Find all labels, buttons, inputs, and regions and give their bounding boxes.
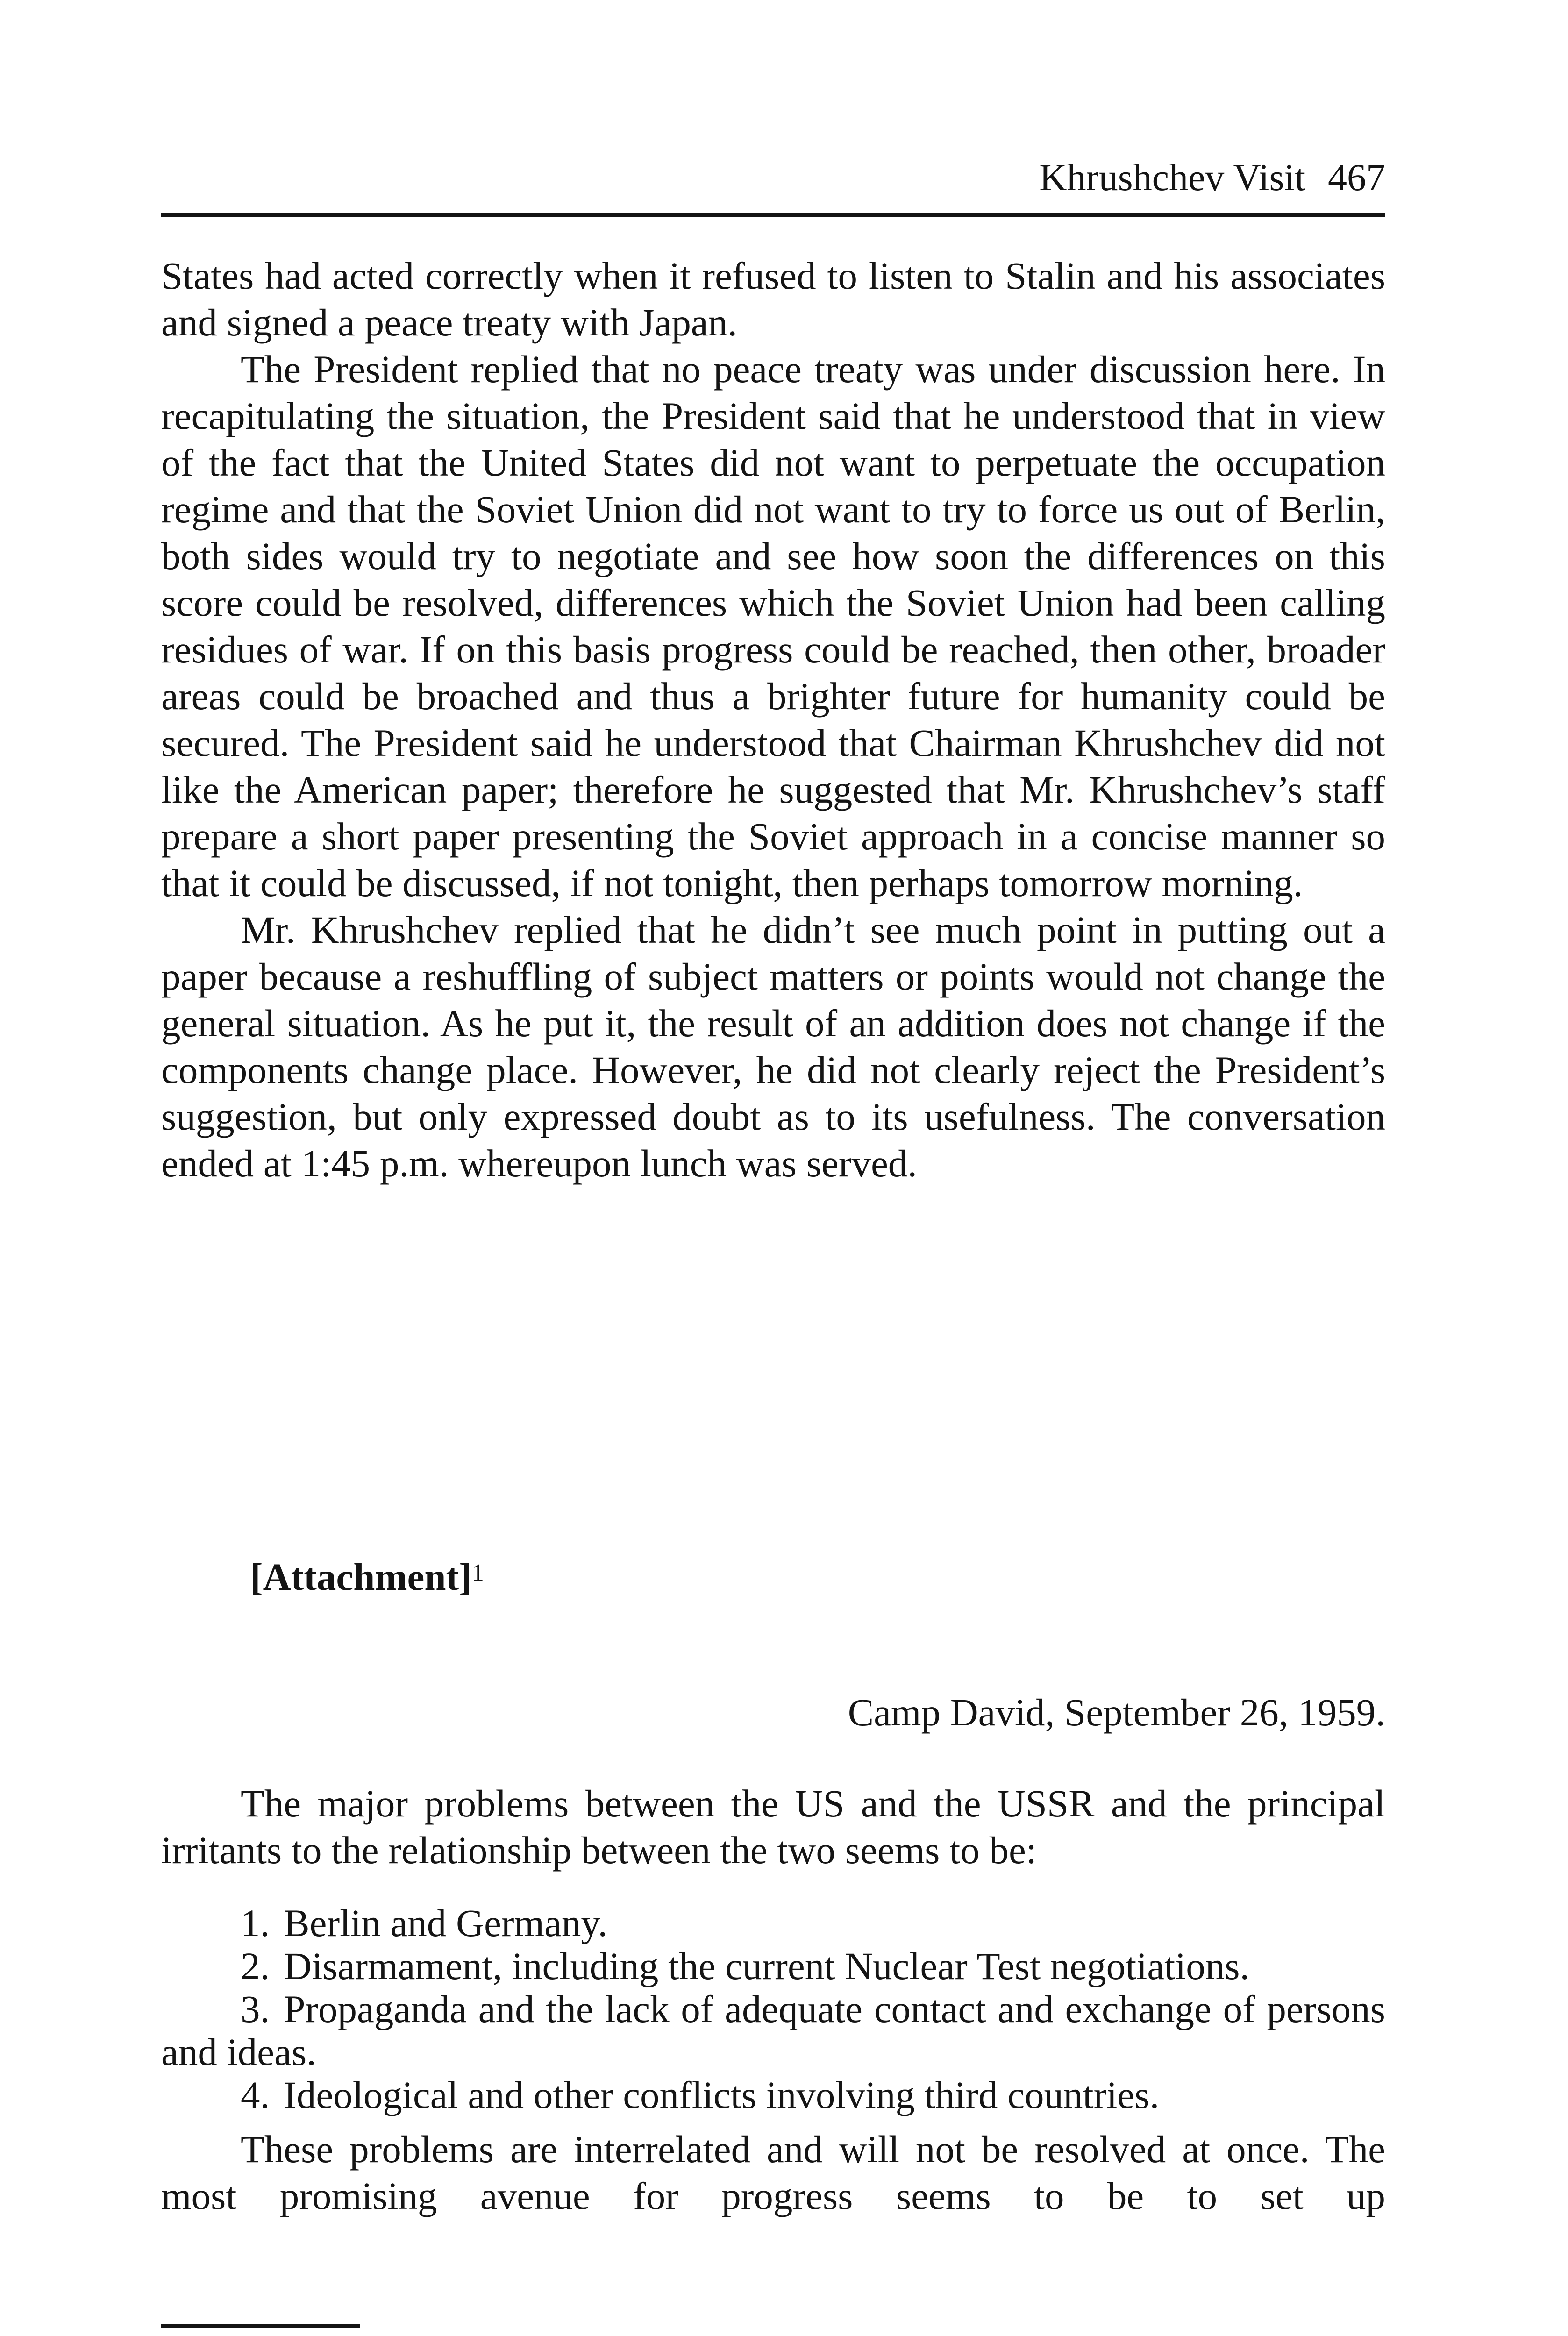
list-item	[161, 1987, 1385, 2073]
attachment-closing	[161, 2126, 1385, 2219]
attachment-heading	[250, 1553, 484, 1600]
problem-list	[161, 1902, 1385, 2116]
list-item-text: Propaganda and the lack of adequate contact and exchange of persons and ideas.	[161, 1987, 1385, 2073]
page-number: 467	[1328, 156, 1385, 199]
list-item	[161, 2073, 1385, 2116]
list-item-text: Berlin and Germany.	[284, 1902, 608, 1944]
attachment-intro-paragraph: The major problems between the US and the USSR and the principal irritants to the relationship between the two seems to be:	[161, 1782, 1385, 1872]
attachment-heading-text: [Attachment]	[250, 1555, 472, 1598]
list-item-number: 4.	[241, 2073, 270, 2116]
list-item	[161, 1944, 1385, 1987]
running-head	[1039, 154, 1385, 201]
footnote-rule	[161, 2324, 360, 2328]
document-page	[161, 0, 1385, 2336]
list-item-number: 3.	[241, 1987, 270, 2030]
attachment-intro	[161, 1780, 1385, 1873]
running-head-title: Khrushchev Visit	[1039, 156, 1305, 199]
paragraph-continuation: States had acted correctly when it refused to listen to Stalin and his associates and signed a peace treaty with Japan.	[161, 254, 1385, 344]
list-item	[161, 1902, 1385, 1944]
list-item-text: Disarmament, including the current Nuclear Test negotiations.	[284, 1944, 1250, 1987]
list-item-text: Ideological and other conflicts involving third countries.	[284, 2073, 1160, 2116]
footnote-reference: 1	[471, 1560, 484, 1586]
attachment-closing-paragraph: These problems are interrelated and will not be resolved at once. The most promising avenue for progress seems to be to set up	[161, 2128, 1385, 2217]
dateline: Camp David, September 26, 1959.	[848, 1691, 1385, 1734]
body-text	[161, 252, 1385, 1187]
paragraph-khrushchev-reply: Mr. Khrushchev replied that he didn’t see much point in putting out a paper because a reshuffling of subject matters or points would not change the general situation. As he put it, the result of an addition does not change if the components change place. However, he did not clearly reject the President’s suggestion, but only expressed doubt as to its usefulness. The conversation ended at 1:45 p.m. whereupon lunch was served.	[161, 908, 1385, 1185]
list-item-number: 2.	[241, 1944, 270, 1987]
paragraph-president-reply: The President replied that no peace treaty was under discussion here. In recapitulating the situation, the President said that he understood that in view of the fact that the United States did not want to perpetuate the occupation regime and that the Soviet Union did not want to try to force us out of Berlin, both sides would try to negotiate and see how soon the differences on this score could be resolved, differences which the Soviet Union had been calling residues of war. If on this basis progress could be reached, then other, broader areas could be broached and thus a brighter future for humanity could be secured. The President said he understood that Chairman Khrushchev did not like the American paper; therefore he suggested that Mr. Khrushchev’s staff prepare a short paper presenting the Soviet approach in a concise manner so that it could be discussed, if not tonight, then perhaps tomorrow morning.	[161, 348, 1385, 904]
header-rule	[161, 213, 1385, 217]
list-item-number: 1.	[241, 1902, 270, 1944]
